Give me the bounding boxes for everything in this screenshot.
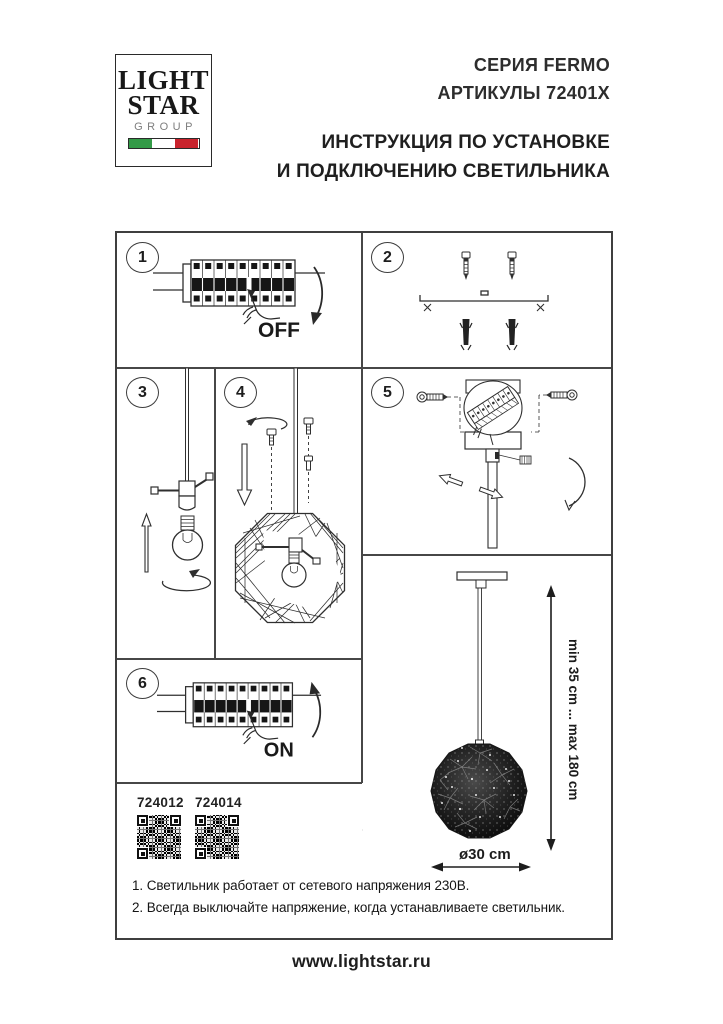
diameter-dimension bbox=[431, 846, 531, 872]
bulb-install-diagram bbox=[117, 368, 214, 659]
safety-notes bbox=[132, 875, 604, 918]
step-3-badge bbox=[126, 377, 159, 408]
step-5-badge bbox=[371, 377, 404, 408]
qr-block-right bbox=[195, 795, 243, 859]
flag-white bbox=[152, 139, 175, 148]
qr-finder bbox=[195, 815, 206, 826]
step-6-badge bbox=[126, 668, 159, 699]
logo-word-light: LIGHT bbox=[117, 65, 210, 95]
on-label: ON bbox=[263, 739, 294, 762]
bolt-icon bbox=[417, 392, 448, 402]
qr-code-icon bbox=[137, 815, 181, 859]
shade-install-diagram bbox=[215, 368, 362, 659]
height-range-label: min 35 cm ... max 180 cm bbox=[566, 639, 581, 801]
step-4-badge bbox=[224, 377, 257, 408]
qr-finder bbox=[170, 815, 181, 826]
article-numbers: АРТИКУЛЫ 72401X bbox=[437, 82, 610, 103]
step-1-number: 1 bbox=[138, 248, 147, 266]
screw-icon bbox=[304, 418, 313, 503]
logo-word-group: GROUP bbox=[134, 120, 197, 133]
arrow-up-curve-icon bbox=[310, 682, 321, 737]
flag-green bbox=[129, 139, 152, 148]
header-text bbox=[277, 52, 610, 187]
wall-anchor-icon bbox=[460, 319, 472, 350]
doc-title-line2: И ПОДКЛЮЧЕНИЮ СВЕТИЛЬНИКА bbox=[276, 161, 610, 183]
screw-icon bbox=[508, 252, 516, 280]
flag-red bbox=[175, 139, 198, 148]
pendant-rod bbox=[488, 462, 497, 548]
set-screw-icon bbox=[495, 452, 531, 464]
socket-bracket-icon bbox=[151, 473, 213, 510]
article-code-right: 724014 bbox=[195, 795, 242, 810]
step-3-number: 3 bbox=[138, 383, 147, 401]
lightstar-logo bbox=[115, 54, 212, 167]
arrow-down-curve-icon bbox=[311, 267, 322, 325]
step-5-number: 5 bbox=[383, 383, 392, 401]
rotate-arrow-icon bbox=[162, 569, 210, 591]
rotate-arrow-icon bbox=[565, 458, 585, 510]
series-name: СЕРИЯ FERMO bbox=[473, 55, 610, 75]
qr-code-icon bbox=[195, 815, 239, 859]
article-code-left: 724012 bbox=[137, 795, 184, 810]
step-1-badge bbox=[126, 242, 159, 273]
panel-step-3 bbox=[117, 368, 214, 659]
ceiling-plate bbox=[457, 572, 507, 580]
qr-finder bbox=[228, 815, 239, 826]
light-bulb-icon bbox=[173, 516, 203, 560]
website-url: www.lightstar.ru bbox=[292, 951, 431, 971]
doc-title-line1: ИНСТРУКЦИЯ ПО УСТАНОВКЕ bbox=[321, 131, 610, 153]
panel-step-4 bbox=[215, 368, 362, 659]
qr-finder bbox=[137, 815, 148, 826]
note-line-2: 2. Всегда выключайте напряжение, когда устанавливаете светильник. bbox=[132, 899, 565, 915]
screw-icon bbox=[462, 252, 470, 280]
breaker-switch-band bbox=[194, 700, 291, 712]
step-6-number: 6 bbox=[138, 674, 147, 692]
qr-finder bbox=[195, 848, 206, 859]
instruction-grid bbox=[115, 231, 613, 940]
rotate-arrow-icon bbox=[246, 417, 287, 429]
suspension-rod bbox=[478, 588, 482, 740]
logo-word-star: STAR bbox=[127, 89, 200, 120]
italian-flag-icon bbox=[128, 138, 200, 149]
height-dimension bbox=[547, 585, 582, 851]
breaker-indicator-row bbox=[194, 263, 292, 269]
qr-finder bbox=[137, 848, 148, 859]
breaker-switch-band bbox=[192, 278, 294, 291]
step-2-number: 2 bbox=[383, 248, 392, 266]
plate-connector bbox=[476, 580, 486, 588]
arrow-up-icon bbox=[142, 514, 151, 572]
note-line-1: 1. Светильник работает от сетевого напряжения 230В. bbox=[132, 878, 470, 893]
diameter-label: ø30 cm bbox=[459, 846, 511, 863]
sphere-shade bbox=[362, 744, 527, 838]
qr-block-left bbox=[137, 795, 185, 859]
screw-icon bbox=[267, 429, 276, 520]
step-4-number: 4 bbox=[236, 383, 245, 401]
wall-anchor-icon bbox=[506, 319, 518, 350]
arrow-down-icon bbox=[238, 444, 252, 505]
bolt-icon bbox=[546, 390, 577, 400]
step-2-badge bbox=[371, 242, 404, 273]
off-label: OFF bbox=[258, 319, 300, 342]
